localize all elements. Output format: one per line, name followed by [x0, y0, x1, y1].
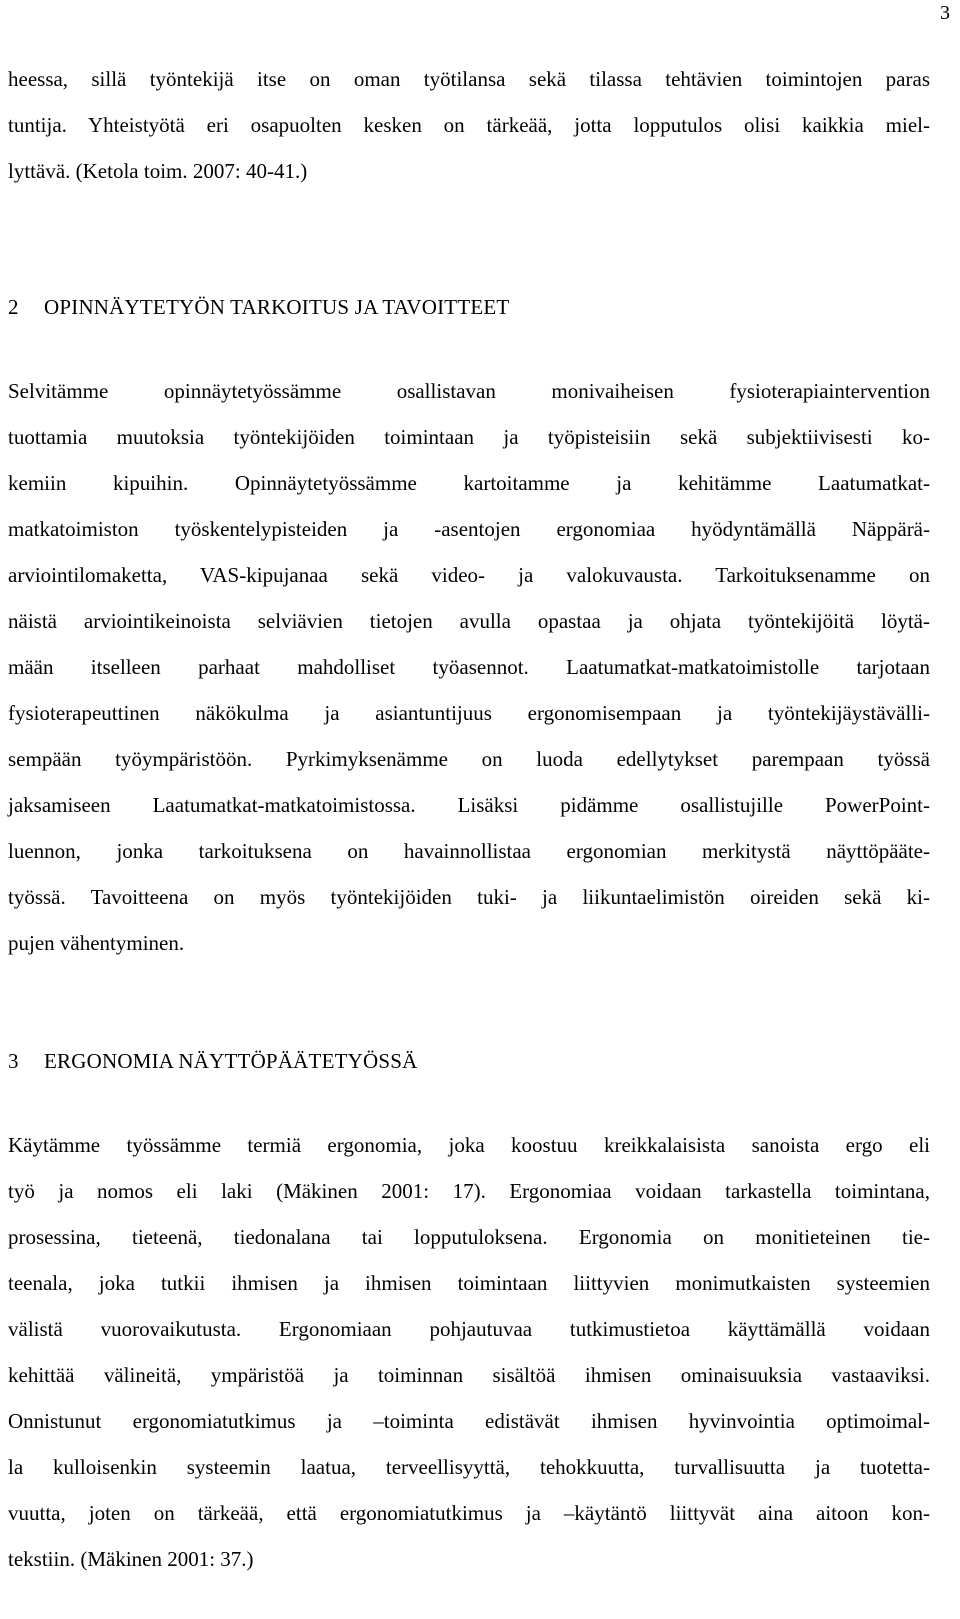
section-3-paragraph — [8, 1122, 930, 1582]
paragraph-line: tuntija. Yhteistyötä eri osapuolten kesken on tärkeää, jotta lopputulos olisi kaikkia miel- — [8, 113, 930, 137]
paragraph-line: matkatoimiston työskentelypisteiden ja -asentojen ergonomiaa hyödyntämällä Näppärä- — [8, 517, 930, 541]
section-3-heading — [8, 1046, 417, 1076]
section-3-number: 3 — [8, 1049, 19, 1073]
section-2-heading — [8, 292, 509, 322]
paragraph-line: la kulloisenkin systeemin laatua, terveellisyyttä, tehokkuutta, turvallisuutta ja tuotetta- — [8, 1455, 930, 1479]
paragraph-line: arviointilomaketta, VAS-kipujanaa sekä video- ja valokuvausta. Tarkoituksenamme on — [8, 563, 930, 587]
paragraph-line: Onnistunut ergonomiatutkimus ja –toiminta edistävät ihmisen hyvinvointia optimoimal- — [8, 1409, 930, 1433]
paragraph-line: välistä vuorovaikutusta. Ergonomiaan pohjautuvaa tutkimustietoa käyttämällä voidaan — [8, 1317, 930, 1341]
paragraph-line: Selvitämme opinnäytetyössämme osallistavan monivaiheisen fysioterapiaintervention — [8, 379, 930, 403]
section-2-paragraph — [8, 368, 930, 966]
paragraph-line: näistä arviointikeinoista selviävien tietojen avulla opastaa ja ohjata työntekijöitä löytä- — [8, 609, 930, 633]
paragraph-line: kehittää välineitä, ympäristöä ja toiminnan sisältöä ihmisen ominaisuuksia vastaaviksi. — [8, 1363, 930, 1387]
paragraph-line: luennon, jonka tarkoituksena on havainnollistaa ergonomian merkitystä näyttöpääte- — [8, 839, 930, 863]
paragraph-line: työ ja nomos eli laki (Mäkinen 2001: 17). Ergonomiaa voidaan tarkastella toimintana, — [8, 1179, 930, 1203]
section-2-number: 2 — [8, 295, 19, 319]
paragraph-line: vuutta, joten on tärkeää, että ergonomiatutkimus ja –käytäntö liittyvät aina aitoon kon- — [8, 1501, 930, 1525]
paragraph-line: lyttävä. (Ketola toim. 2007: 40-41.) — [8, 159, 308, 183]
paragraph-line: teenala, joka tutkii ihmisen ja ihmisen toimintaan liittyvien monimutkaisten systeemien — [8, 1271, 930, 1295]
paragraph-line: tekstiin. (Mäkinen 2001: 37.) — [8, 1547, 254, 1571]
paragraph-line: prosessina, tieteenä, tiedonalana tai lopputuloksena. Ergonomia on monitieteinen tie- — [8, 1225, 930, 1249]
section-2-title: OPINNÄYTETYÖN TARKOITUS JA TAVOITTEET — [44, 295, 510, 319]
page-number: 3 — [940, 2, 950, 24]
paragraph-line: Käytämme työssämme termiä ergonomia, joka koostuu kreikkalaisista sanoista ergo eli — [8, 1133, 930, 1157]
paragraph-line: kemiin kipuihin. Opinnäytetyössämme kartoitamme ja kehitämme Laatumatkat- — [8, 471, 930, 495]
paragraph-line: mään itselleen parhaat mahdolliset työasennot. Laatumatkat-matkatoimistolle tarjotaan — [8, 655, 930, 679]
paragraph-line: sempään työympäristöön. Pyrkimyksenämme on luoda edellytykset parempaan työssä — [8, 747, 930, 771]
paragraph-line: heessa, sillä työntekijä itse on oman työtilansa sekä tilassa tehtävien toimintojen paras — [8, 67, 930, 91]
intro-paragraph — [8, 56, 930, 194]
section-3-title: ERGONOMIA NÄYTTÖPÄÄTETYÖSSÄ — [44, 1049, 418, 1073]
paragraph-line: fysioterapeuttinen näkökulma ja asiantuntijuus ergonomisempaan ja työntekijäystävälli- — [8, 701, 930, 725]
paragraph-line: pujen vähentyminen. — [8, 931, 185, 955]
paragraph-line: jaksamiseen Laatumatkat-matkatoimistossa. Lisäksi pidämme osallistujille PowerPoint- — [8, 793, 930, 817]
paragraph-line: työssä. Tavoitteena on myös työntekijöiden tuki- ja liikuntaelimistön oireiden sekä ki- — [8, 885, 930, 909]
paragraph-line: tuottamia muutoksia työntekijöiden toimintaan ja työpisteisiin sekä subjektiivisesti ko- — [8, 425, 930, 449]
